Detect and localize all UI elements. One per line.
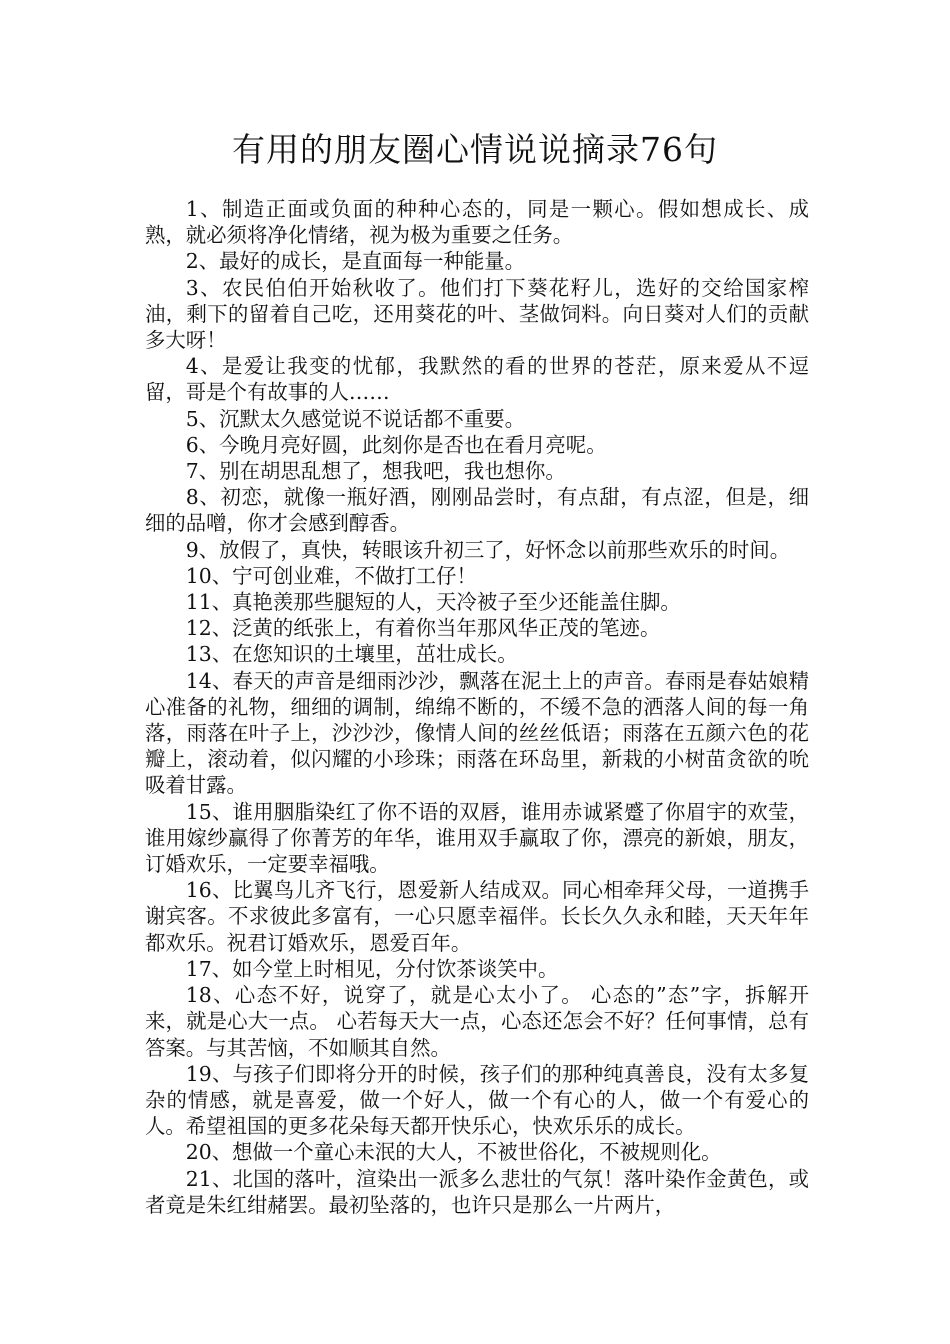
paragraph-2: 2、最好的成长，是直面每一种能量。 bbox=[185, 249, 526, 274]
paragraph-8: 8、初恋，就像一瓶好酒，刚刚品尝时，有点甜，有点涩，但是，细细的品噌，你才会感到醇香。 bbox=[145, 485, 809, 536]
paragraph-17: 17、如今堂上时相见，分付饮茶谈笑中。 bbox=[185, 956, 559, 981]
paragraph-12: 12、泛黄的纸张上，有着你当年那风华正茂的笔迹。 bbox=[185, 616, 661, 641]
paragraph-11: 11、真艳羡那些腿短的人，天冷被子至少还能盖住脚。 bbox=[185, 590, 681, 615]
paragraph-3: 3、农民伯伯开始秋收了。他们打下葵花籽儿，选好的交给国家榨油，剩下的留着自己吃，还用葵花的叶、茎做饲料。向日葵对人们的贡献多大呀！ bbox=[145, 275, 809, 353]
paragraph-13: 13、在您知识的土壤里，茁壮成长。 bbox=[185, 642, 518, 667]
paragraph-5: 5、沉默太久感觉说不说话都不重要。 bbox=[185, 406, 526, 431]
document-body bbox=[145, 196, 809, 1218]
paragraph-7: 7、别在胡思乱想了，想我吧，我也想你。 bbox=[185, 459, 566, 484]
paragraph-21: 21、北国的落叶，渲染出一派多么悲壮的气氛！落叶染作金黄色，或者竟是朱红绀赭罢。最初坠落的，也许只是那么一片两片， bbox=[145, 1166, 809, 1217]
document-title: 有用的朋友圈心情说说摘录76句 bbox=[232, 130, 718, 169]
paragraph-4: 4、是爱让我变的忧郁，我默然的看的世界的苍茫，原来爱从不逗留，哥是个有故事的人…… bbox=[145, 354, 809, 405]
paragraph-14: 14、春天的声音是细雨沙沙，飘落在泥土上的声音。春雨是春姑娘精心准备的礼物，细细的调制，绵绵不断的，不缓不急的洒落人间的每一角落，雨落在叶子上，沙沙沙，像情人间的丝丝低语；雨落在五颜六色的花瓣上，滚动着，似闪耀的小珍珠；雨落在环岛里，新栽的小树苗贪欲的吮吸着甘露。 bbox=[145, 668, 809, 798]
paragraph-19: 19、与孩子们即将分开的时候，孩子们的那种纯真善良，没有太多复杂的情感，就是喜爱，做一个好人，做一个有心的人，做一个有爱心的人。希望祖国的更多花朵每天都开快乐心，快欢乐乐的成长。 bbox=[145, 1061, 809, 1139]
paragraph-10: 10、宁可创业难，不做打工仔！ bbox=[185, 563, 477, 588]
paragraph-16: 16、比翼鸟儿齐飞行，恩爱新人结成双。同心相牵拜父母，一道携手谢宾客。不求彼此多富有，一心只愿幸福伴。长长久久永和睦，天天年年都欢乐。祝君订婚欢乐，恩爱百年。 bbox=[145, 878, 809, 955]
paragraph-18: 18、心态不好，说穿了，就是心太小了。 心态的”态”字，拆解开来，就是心大一点。 心若每天大一点，心态还怎会不好？任何事情，总有答案。与其苦恼，不如顺其自然。 bbox=[145, 983, 809, 1060]
paragraph-6: 6、今晚月亮好圆，此刻你是否也在看月亮呢。 bbox=[185, 432, 607, 457]
paragraph-1: 1、制造正面或负面的种种心态的，同是一颗心。假如想成长、成熟，就必须将净化情绪，视为极为重要之任务。 bbox=[145, 197, 809, 248]
paragraph-20: 20、想做一个童心未泯的大人，不被世俗化，不被规则化。 bbox=[185, 1140, 722, 1165]
paragraph-15: 15、谁用胭脂染红了你不语的双唇，谁用赤诚紧蹙了你眉宇的欢莹，谁用嫁纱赢得了你菁芳的年华，谁用双手赢取了你，漂亮的新娘，朋友，订婚欢乐，一定要幸福哦。 bbox=[145, 799, 809, 877]
paragraph-9: 9、放假了，真快，转眼该升初三了，好怀念以前那些欢乐的时间。 bbox=[185, 537, 791, 562]
